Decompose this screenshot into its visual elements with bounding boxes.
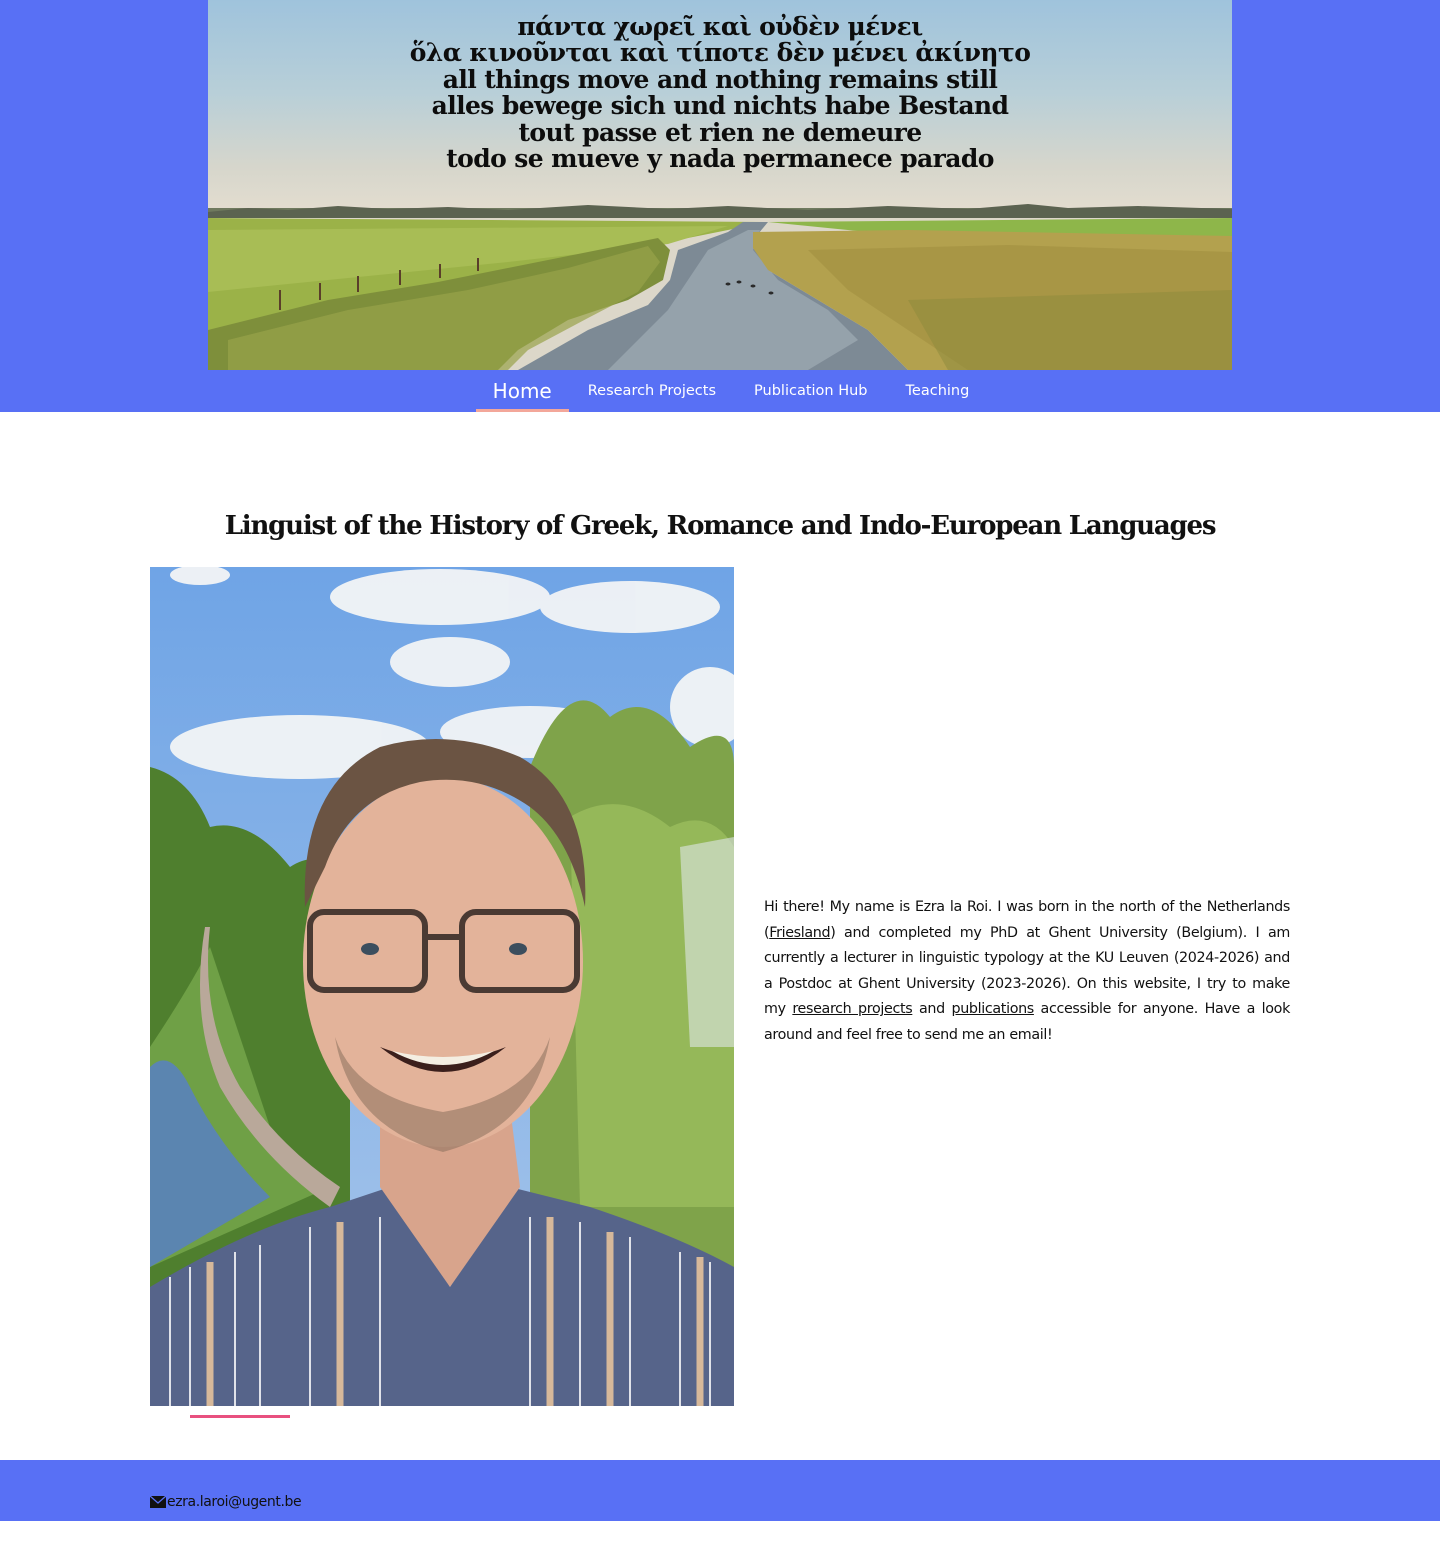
- quote-line: tout passe et rien ne demeure: [518, 117, 922, 147]
- multilingual-quote: [208, 14, 1232, 172]
- bio-text: accessible for anyone. Have a look around and feel free to send me an email!: [764, 1001, 1291, 1043]
- research-projects-link[interactable]: research projects: [792, 1001, 913, 1018]
- envelope-icon: [150, 1496, 166, 1508]
- quote-line: todo se mueve y nada permanece parado: [446, 144, 994, 174]
- bio-text: and: [912, 1001, 952, 1018]
- main-nav: [0, 370, 1440, 412]
- publications-link[interactable]: publications: [951, 1001, 1034, 1018]
- bio-text: ) and completed my PhD at Ghent University (Belgium). I am currently a lecturer in linguistic typology at the KU Leuven (2024-2026) and a Postdoc at Ghent University (2023-2026). On this website, I try to make my: [764, 924, 1290, 1018]
- footer-email-link[interactable]: [150, 1494, 301, 1510]
- quote-line: ὅλα κινοῦνται καὶ τίποτε δὲν μένει ἀκίνητο: [409, 38, 1031, 68]
- footer-email-text: ezra.laroi@ugent.be: [167, 1494, 302, 1510]
- friesland-link[interactable]: Friesland: [769, 924, 831, 941]
- header-banner-image: [208, 0, 1232, 370]
- nav-item-home[interactable]: Home: [476, 370, 569, 412]
- bio-paragraph: [764, 895, 1290, 1049]
- quote-line: all things move and nothing remains still: [442, 64, 998, 94]
- quote-line: alles bewege sich und nichts habe Bestand: [431, 91, 1009, 121]
- page-title: Linguist of the History of Greek, Romance and Indo-European Languages: [224, 511, 1216, 541]
- profile-photo: [150, 567, 734, 1406]
- nav-item-teaching[interactable]: Teaching: [905, 383, 970, 399]
- site-footer: [0, 1460, 1440, 1521]
- bio-text: Hi there! My name is Ezra la Roi. I was born in the north of the Netherlands (: [764, 899, 1290, 941]
- accent-divider: [190, 1415, 290, 1418]
- quote-line: πάντα χωρεῖ καὶ οὐδὲν μένει: [517, 12, 923, 41]
- nav-item-publication-hub[interactable]: Publication Hub: [754, 383, 868, 399]
- site-header: [0, 0, 1440, 412]
- nav-item-research-projects[interactable]: Research Projects: [587, 383, 717, 399]
